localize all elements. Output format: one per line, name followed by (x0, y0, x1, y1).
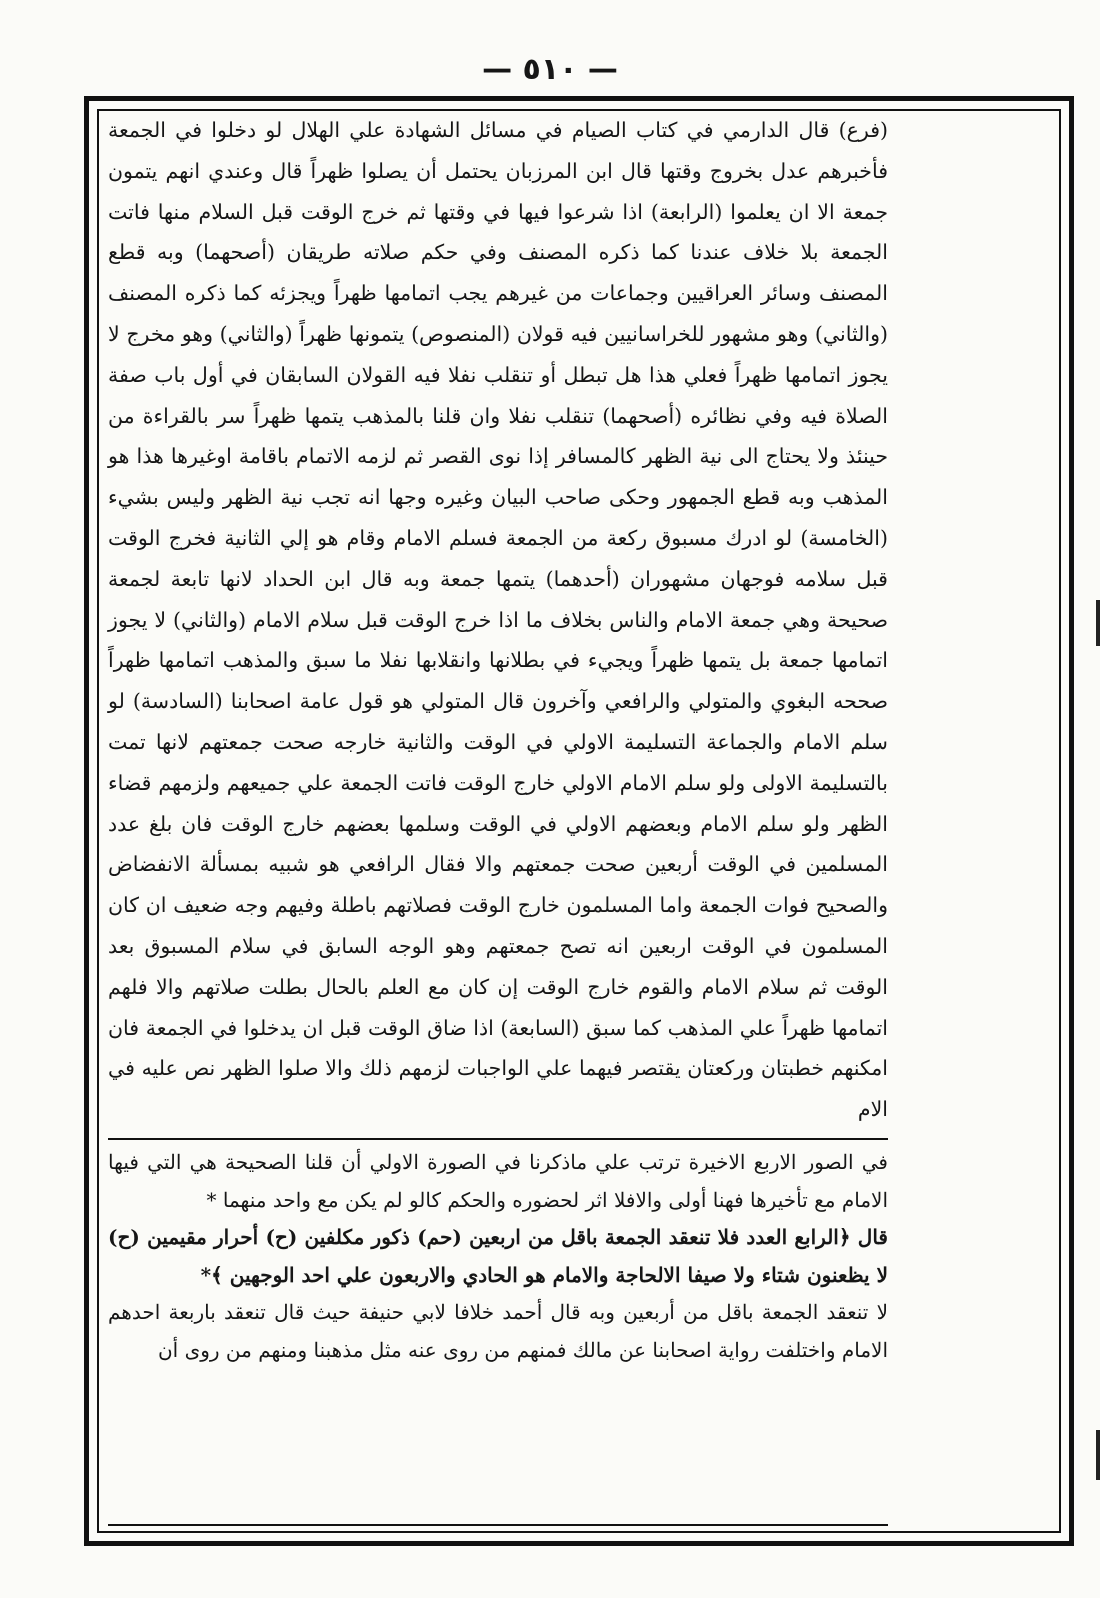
commentary-quote-paragraph: قال ﴿الرابع العدد فلا تنعقد الجمعة باقل من اربعين (حم) ذكور مكلفين (ح) أحرار مقيمين (ح) لا يظعنون شتاء ولا صيفا الالحاجة والامام هو الحادي والاربعون علي احد الوجهين ﴾* (108, 1225, 888, 1287)
commentary-paragraph: في الصور الاربع الاخيرة ترتب علي ماذكرنا في الصورة الاولي أن قلنا الصحيحة هي التي فيها الامام مع تأخيرها فهنا أولى والافلا اثر لحضوره والحكم كالو لم يكن مع واحد منهما * (108, 1150, 888, 1212)
page-number: — ٥١٠ — (482, 52, 618, 87)
bottom-divider (108, 1524, 888, 1526)
commentary-text (108, 1144, 888, 1369)
scan-edge-mark (1096, 600, 1100, 646)
commentary-paragraph: لا تنعقد الجمعة باقل من أربعين وبه قال أحمد خلافا لابي حنيفة حيث قال تنعقد باربعة احدهم الامام واختلفت رواية اصحابنا عن مالك فمنهم من روى عنه مثل مذهبنا ومنهم من روى أن (108, 1300, 888, 1362)
scan-edge-mark (1096, 1430, 1100, 1480)
main-text (108, 110, 888, 1130)
footnote-divider (108, 1138, 888, 1140)
main-paragraph: (فرع) قال الدارمي في كتاب الصيام في مسائل الشهادة علي الهلال لو دخلوا في الجمعة فأخبرهم عدل بخروج وقتها قال ابن المرزبان يحتمل أن يصلوا ظهراً قال وعندي انهم يتمون جمعة الا ان يعلموا (الرابعة) اذا شرعوا فيها في وقتها ثم خرج الوقت قبل السلام منها فاتت الجمعة بلا خلاف عندنا كما ذكره المصنف وفي حكم صلاته طريقان (أصحهما) وبه قطع المصنف وسائر العراقيين وجماعات من غيرهم يجب اتمامها ظهراً ويجزئه كما ذكره المصنف (والثاني) وهو مشهور للخراسانيين فيه قولان (المنصوص) يتمونها ظهراً (والثاني) وهو مخرج لا يجوز اتمامها ظهراً فعلي هذا هل تبطل أو تنقلب نفلا فيه القولان السابقان في أول باب صفة الصلاة فيه وفي نظائره (أصحهما) تنقلب نفلا وان قلنا بالمذهب يتمها ظهراً سر بالقراءة من حينئذ ولا يحتاج الى نية الظهر كالمسافر إذا نوى القصر ثم لزمه الاتمام باقامة اوغيرها هذا هو المذهب وبه قطع الجمهور وحكى صاحب البيان وغيره وجها انه تجب نية الظهر وليس بشيء (الخامسة) لو ادرك مسبوق ركعة من الجمعة فسلم الامام وقام هو إلي الثانية فخرج الوقت قبل سلامه فوجهان مشهوران (أحدهما) يتمها جمعة وبه قال ابن الحداد لانها تابعة لجمعة صحيحة وهي جمعة الامام والناس بخلاف ما اذا خرج الوقت قبل سلام الامام (والثاني) لا يجوز اتمامها جمعة بل يتمها ظهراً ويجيء في بطلانها وانقلابها نفلا ما سبق والمذهب اتمامها ظهراً صححه البغوي والمتولي والرافعي وآخرون قال المتولي هو قول عامة اصحابنا (السادسة) لو سلم الامام والجماعة التسليمة الاولي في الوقت والثانية خارجه صحت جمعتهم لانها تمت بالتسليمة الاولى ولو سلم الامام الاولي خارج الوقت فاتت الجمعة علي جميعهم ولزمهم قضاء الظهر ولو سلم الامام وبعضهم الاولي في الوقت وسلمها بعضهم خارج الوقت فان بلغ عدد المسلمين في الوقت أربعين صحت جمعتهم والا فقال الرافعي هو شبيه بمسألة الانفضاض والصحيح فوات الجمعة واما المسلمون خارج الوقت فصلاتهم باطلة وفيهم وجه ضعيف ان كان المسلمون في الوقت اربعين انه تصح جمعتهم وهو الوجه السابق في سلام المسبوق بعد الوقت ثم سلام الامام والقوم خارج الوقت إن كان مع العلم بالحال بطلت صلاتهم والا فلهم اتمامها ظهراً علي المذهب كما سبق (السابعة) اذا ضاق الوقت قبل ان يدخلوا في الجمعة فان امكنهم خطبتان وركعتان يقتصر فيهما علي الواجبات لزمهم ذلك والا صلوا الظهر نص عليه في الام (108, 118, 888, 1122)
